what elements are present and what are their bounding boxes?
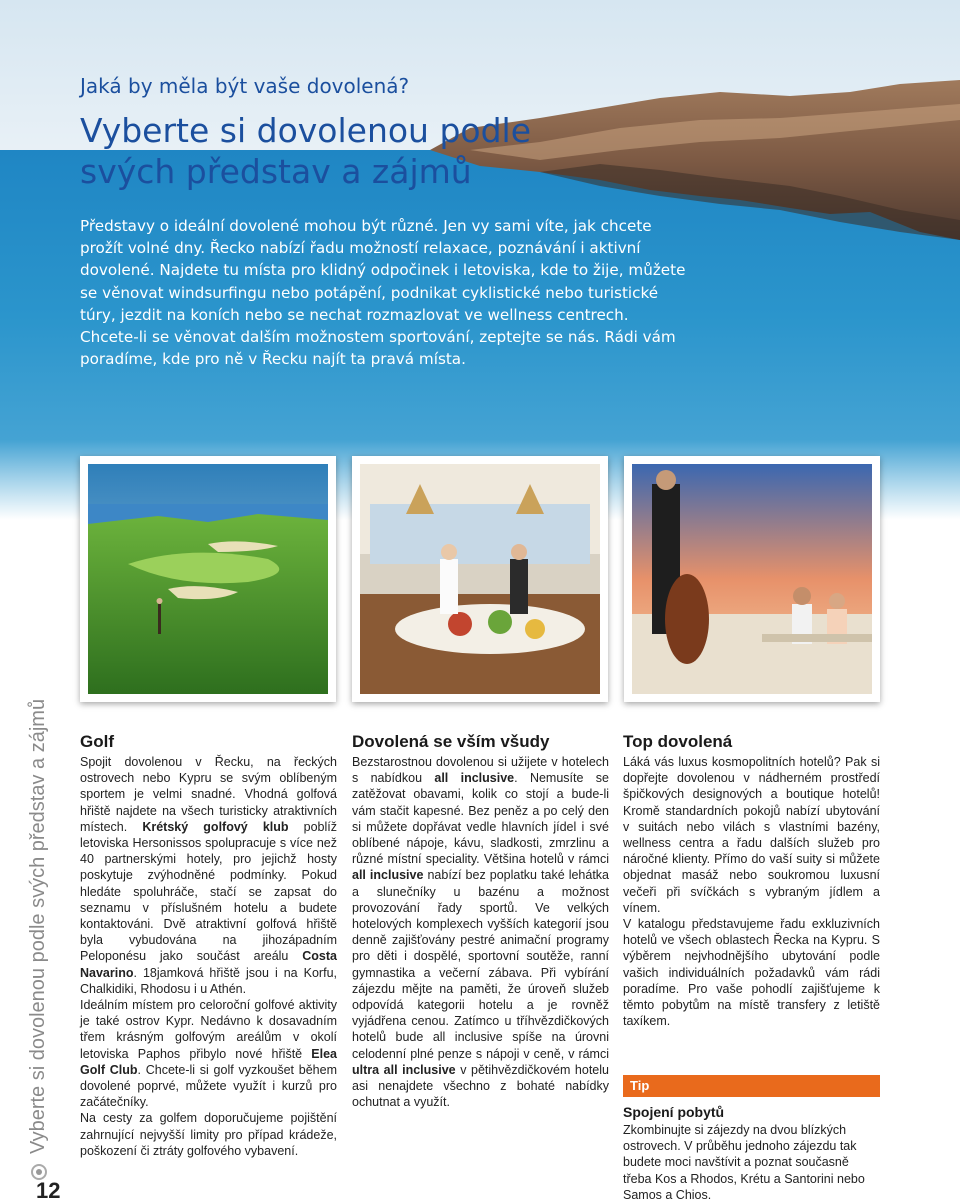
buffet-restaurant-image <box>360 464 600 694</box>
allinc-text-4: v pětihvězdičkovém hotelu asi nenajdete všechno z bohaté nabídky ochutnat a využít. <box>352 1062 609 1110</box>
golf-text-5: . Chcete-li si golf vyzkoušet během dovolené poprvé, můžete využít i kurzů pro začátečníky. <box>80 1062 337 1110</box>
golf-photo <box>80 456 336 702</box>
all-inclusive-column <box>352 732 609 1110</box>
allinc-bold-2: all inclusive <box>352 868 424 883</box>
buffet-photo <box>352 456 608 702</box>
golf-bold-1: Krétský golfový klub <box>142 819 289 834</box>
top-holiday-paragraph-1: Láká vás luxus kosmopolitních hotelů? Pak si dopřejte dovolenou v nádherném prostředí špičkových designových a boutique hotelů! Kromě standardních pokojů nabízí ubytování v suitách nebo vilách s vlastními bazény, wellness centra a řadu dalších služeb pro náročné klienty. Přímo do vaší suity si můžete objednat masáž nebo soukromou luxusní večeři při svíčkách s vybraným jídlem a vínem. <box>623 755 880 915</box>
golf-paragraph-2 <box>80 997 337 1110</box>
tip-heading: Spojení pobytů <box>623 1104 725 1120</box>
top-holiday-column <box>623 732 880 1029</box>
tip-text: Zkombinujte si zájezdy na dvou blízkých ostrovech. V průběhu jednoho zájezdu tak budete moci navštívit a poznat současně třeba Kos a Rhodos, Krétu a Santorini nebo Samos a Chios. <box>623 1123 865 1202</box>
page-overline: Jaká by měla být vaše dovolená? <box>80 74 410 98</box>
golf-paragraph-1 <box>80 754 337 997</box>
allinc-text-3: nabízí bez poplatku také lehátka a slunečníky u bazénu a možnost provozování řady sportů. Ve velkých hotelových komplexech vyšších kategorií jsou denně zajišťovány pestré animační programy pro děti i dospělé, sportovní soutěže, ranní gymnastika a večerní zábava. Při vybírání zájezdu mějte na paměti, že úroveň služeb odpovídá kategorii hotelu a je rovněž vyjádřena cenou. Zatímco u tříhvězdičkových hotelů bude all inclusive spíše na úrovni celodenní plné penze s nápoji v ceně, v rámci <box>352 868 610 1061</box>
musicians-dinner-image <box>632 464 872 694</box>
page-title-line-1: Vyberte si dovolenou podle <box>80 111 532 150</box>
golf-text-4: Ideálním místem pro celoroční golfové aktivity je také ostrov Kypr. Nedávno k dosavadním třem krásným golfovým areálům v okolí letoviska Paphos přibylo nové hřiště <box>80 998 337 1061</box>
all-inclusive-heading: Dovolená se vším všudy <box>352 732 550 751</box>
golf-heading: Golf <box>80 732 114 751</box>
golf-text-1: Spojit dovolenou v Řecku, na řeckých ostrovech nebo Kypru se svým oblíbeným sportem je velmi snadné. Vhodná golfová hřiště najdete na všech turisticky atraktivních místech. <box>80 755 337 834</box>
top-holiday-heading: Top dovolená <box>623 732 733 751</box>
allinc-bold-1: all inclusive <box>434 771 515 786</box>
allinc-text-1: Bezstarostnou dovolenou si užijete v hotelech s nabídkou <box>352 755 609 786</box>
spine-text: Vyberte si dovolenou podle svých představ a zájmů <box>27 698 49 1154</box>
tip-label-bar: Tip <box>623 1075 880 1097</box>
page-title <box>80 110 600 192</box>
all-inclusive-paragraph <box>352 754 609 1110</box>
spine-section-title <box>27 699 50 1180</box>
golf-text-2: poblíž letoviska Hersonissos spolupracuje s více než 40 partnerskými hotely, pro jejichž hosty poskytuje zvýhodněné podmínky. Pokud hledáte spoluhráče, stačí se zapsat do seznamu v příslušném hotelu a budete kontaktováni. Dvě atraktivní golfová hřiště byla vybudována na jihozápadním Peloponésu jako součást areálu <box>80 819 337 964</box>
allinc-bold-3: ultra all inclusive <box>352 1062 456 1077</box>
golf-column <box>80 732 337 1159</box>
music-dinner-photo <box>624 456 880 702</box>
golf-bold-3: Elea Golf Club <box>80 1046 337 1077</box>
allinc-text-2: . Nemusíte se zatěžovat obavami, kolik co stojí a bude-li vám stačit kapesné. Bez peněz a po celý den si můžete dopřávat vedle hlavních jídel i své oblíbené nápoje, kávu, sladkosti, zmrzlinu a různé místní speciality. Většina hotelů v rámci <box>352 771 609 867</box>
golf-bold-2: Costa Navarino <box>80 949 337 980</box>
page-number: 12 <box>36 1178 61 1203</box>
golf-text-3: . 18jamková hřiště jsou i na Korfu, Chalkidiki, Rhodosu i u Athén. <box>80 965 337 996</box>
top-holiday-paragraph-2: V katalogu představujeme řadu exkluzivních hotelů ve všech oblastech Řecka na Kypru. S výběrem nejvhodnějšího ubytování podle vašich individuálních požadavků vám rádi poradíme. Pro vaše pohodlí zajišťujeme k těmto pobytům na místě transfery z letiště taxíkem. <box>623 917 880 1029</box>
golf-course-image <box>88 464 328 694</box>
intro-paragraph: Představy o ideální dovolené mohou být různé. Jen vy sami víte, jak chcete prožít volné dny. Řecko nabízí řadu možností relaxace, poznávání i aktivní dovolené. Najdete tu místa pro klidný odpočinek i letoviska, kde to žije, můžete se věnovat windsurfingu nebo potápění, podnikat cyklistické nebo turistické túry, jezdit na koních nebo se nechat rozmazlovat ve wellness centrech. Chcete-li se věnovat dalším možnostem sportování, zeptejte se nás. Rádi vám poradíme, kde pro ně v Řecku najít ta pravá místa. <box>80 217 686 369</box>
golf-paragraph-3: Na cesty za golfem doporučujeme pojištění zahrnující nejvyšší limity pro případ krádeže, poškození či ztráty golfového vybavení. <box>80 1111 337 1158</box>
page-title-line-2: svých představ a zájmů <box>80 152 472 191</box>
